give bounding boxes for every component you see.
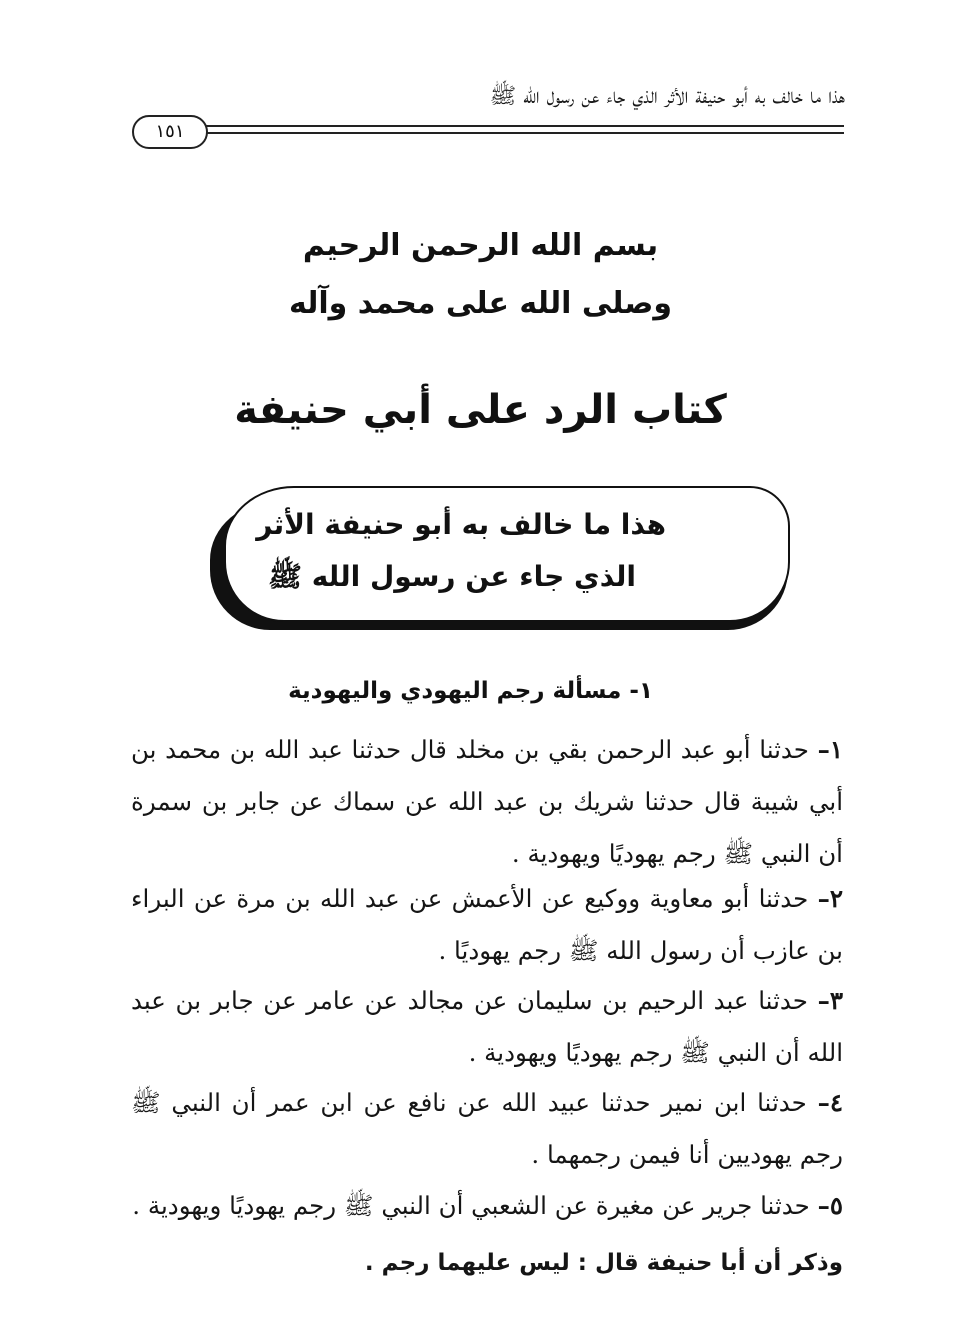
hadith-paragraph-2 (131, 873, 843, 977)
salawat: وصلى الله على محمد وآله (288, 286, 673, 321)
hadith-number: ٢– (817, 884, 843, 913)
chapter-title-line-1: هذا ما خالف به أبو حنيفة الأثر (256, 508, 666, 541)
chapter-box (224, 486, 790, 622)
hadith-text: حدثنا أبو عبد الرحمن بقي بن مخلد قال حدثنا عبد الله بن محمد بن أبي شيبة قال حدثنا شريك بن عبد الله عن سماك عن جابر بن سمرة أن النبي ﷺ رجم يهوديًا ويهودية . (131, 735, 843, 868)
hadith-paragraph-3 (131, 975, 843, 1079)
hadith-paragraph-5 (131, 1180, 843, 1232)
section-heading: ١- مسألة رجم اليهودي واليهودية (288, 678, 653, 704)
book-title: كتاب الرد على أبي حنيفة (234, 387, 727, 433)
hadith-text: حدثنا ابن نمير حدثنا عبيد الله عن نافع عن ابن عمر أن النبي ﷺ رجم يهوديين أنا فيمن رجمهما . (131, 1088, 843, 1169)
hadith-paragraph-4 (131, 1077, 843, 1181)
hadith-number: ٥– (817, 1191, 843, 1220)
hadith-text: حدثنا أبو معاوية ووكيع عن الأعمش عن عبد الله بن مرة عن البراء بن عازب أن رسول الله ﷺ رجم يهوديًا . (131, 884, 843, 965)
hadith-text: حدثنا جرير عن مغيرة عن الشعبي أن النبي ﷺ رجم يهوديًا ويهودية . (132, 1191, 818, 1220)
header-rule (196, 125, 844, 134)
hadith-number: ٤– (817, 1088, 843, 1117)
hadith-number: ١– (817, 735, 843, 764)
closing-statement: وذكر أن أبا حنيفة قال : ليس عليهما رجم . (364, 1250, 843, 1276)
basmala: بسم الله الرحمن الرحيم (302, 228, 659, 263)
hadith-text: حدثنا عبد الرحيم بن سليمان عن مجالد عن عامر عن جابر بن عبد الله أن النبي ﷺ رجم يهوديًا ويهودية . (131, 986, 843, 1067)
hadith-paragraph-1 (131, 724, 843, 880)
page-number-badge: ١٥١ (132, 115, 208, 149)
running-header: هذا ما خالف به أبو حنيفة الأثر الذي جاء عن رسول الله ﷺ (489, 84, 845, 109)
chapter-title-line-2: الذي جاء عن رسول الله ﷺ (268, 560, 636, 593)
hadith-number: ٣– (817, 986, 843, 1015)
